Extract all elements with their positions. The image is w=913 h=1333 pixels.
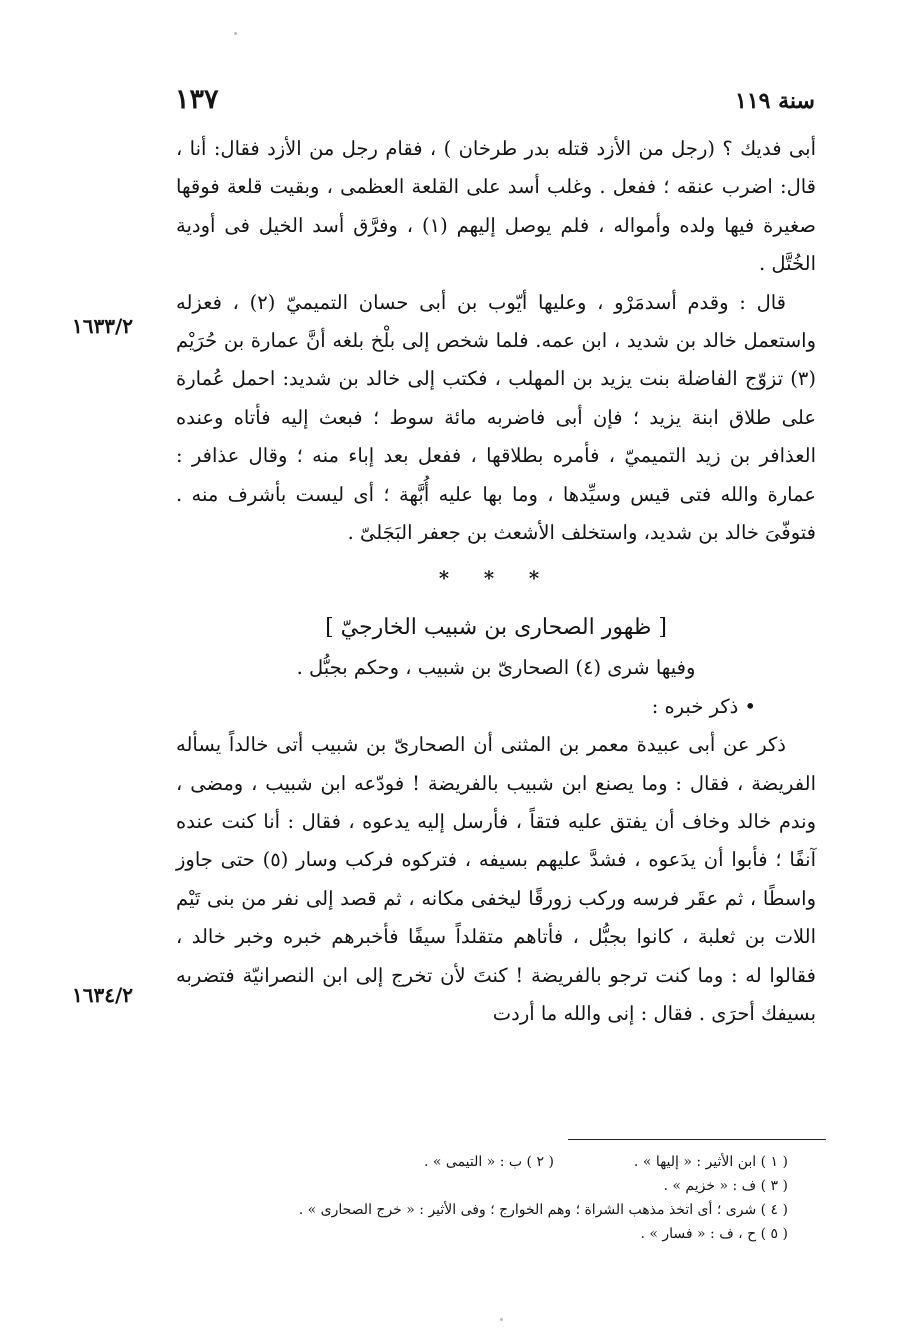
footnote-2: ( ٢ ) ب : « التيمى » . bbox=[424, 1154, 554, 1170]
paragraph-5: ذكر عن أبى عبيدة معمر بن المثنى أن الصحارىّ بن شبيب أتى خالداً يسأله الفريضة ، فقال : وما يصنع ابن شبيب بالفريضة ! فودّعه ابن شبيب ، ومضى ، وندم خالد وخاف أن يفتق عليه فتقاً ، فأرسل إليه يدعوه ، فقال : أنا كنت عنده آنفًا ؛ فأبوا أن يدَعوه ، فشدَّ عليهم بسيفه ، فتركوه فركب وسار (٥) حتى جاوز واسطًا ، ثم عقَر فرسه وركب زورقًا ليخفى مكانه ، ثم قصد إلى نفر من بنى تَيْم اللات بن ثعلبة ، كانوا بجبُّل ، فأتاهم متقلداً سيفًا فأخبرهم خبره وخبر خالد ، فقالوا له : وما كنت ترجو بالفريضة ! كنتَ لأن تخرج إلى ابن النصرانيّة فتضربه بسيفك أحرَى . فقال : إنى والله ما أردت bbox=[176, 733, 816, 1025]
footnote-row-1 bbox=[176, 1150, 788, 1174]
footnote-rule bbox=[568, 1139, 826, 1140]
footnote-3: ( ٣ ) ف : « خزيم » . bbox=[663, 1178, 788, 1194]
paragraph-1: أبى فديك ؟ (رجل من الأزد قتله بدر طرخان ) ، فقام رجل من الأزد فقال: أنا ، قال: اضرب عنقه ؛ ففعل . وغلب أسد على القلعة العظمى ، وبقيت قلعة فوقها صغيرة فيها ولده وأمواله ، فلم يوصل إليهم (١) ، وفرَّق أسد الخيل فى أودية الخُتَّل . bbox=[176, 137, 816, 276]
paper-speck bbox=[234, 32, 237, 35]
paper-speck bbox=[500, 1318, 503, 1321]
page-header bbox=[175, 84, 815, 122]
section-separator: * * * bbox=[438, 567, 554, 591]
footnotes bbox=[176, 1150, 788, 1246]
section-title: [ ظهور الصحارى بن شبيب الخارجيّ ] bbox=[325, 614, 667, 640]
margin-note-2: ١٦٣٤/٢ bbox=[72, 983, 134, 1007]
paragraph-2: قال : وقدم أسدمَرْو ، وعليها أيّوب بن أبى حسان التميميّ (٢) ، فعزله واستعمل خالد بن شديد ، ابن عمه. فلما شخص إلى بلْخ بلغه أنَّ عمارة بن حُرَيْم (٣) تزوّج الفاضلة بنت يزيد بن المهلب ، فكتب إلى خالد بن شديد: احمل عُمارة على طلاق ابنة يزيد ؛ فإن أبى فاضربه مائة سوط ؛ فبعث إليه فأتاه وعنده العذافر بن زيد التميميّ ، فأمره بطلاقها ، ففعل بعد إباء منه ؛ وقال عذافر : عمارة والله فتى قيس وسيِّدها ، وما بها عليه أُبَّهة ؛ أى ليست بأشرف منه . فتوفّىَ خالد بن شديد، واستخلف الأشعث بن جعفر البَجَلىّ . bbox=[176, 290, 816, 545]
footnote-4: ( ٤ ) شرى ؛ أى اتخذ مذهب الشراة ؛ وهم الخوارج ؛ وفى الأثير : « خرج الصحارى » . bbox=[298, 1202, 788, 1218]
footnote-5: ( ٥ ) ح ، ف : « فسار » . bbox=[640, 1226, 788, 1242]
running-head-year: سنة ١١٩ bbox=[735, 88, 815, 114]
footnote-1: ( ١ ) ابن الأثير : « إليها » . bbox=[633, 1154, 788, 1170]
body-text bbox=[176, 130, 816, 1033]
paragraph-4: • ذكر خبره : bbox=[651, 694, 756, 718]
page-number: ١٣٧ bbox=[175, 84, 219, 115]
margin-note-1: ١٦٣٣/٢ bbox=[72, 314, 134, 338]
paragraph-3: وفيها شرى (٤) الصحارىّ بن شبيب ، وحكم بجبُّل . bbox=[296, 656, 696, 680]
